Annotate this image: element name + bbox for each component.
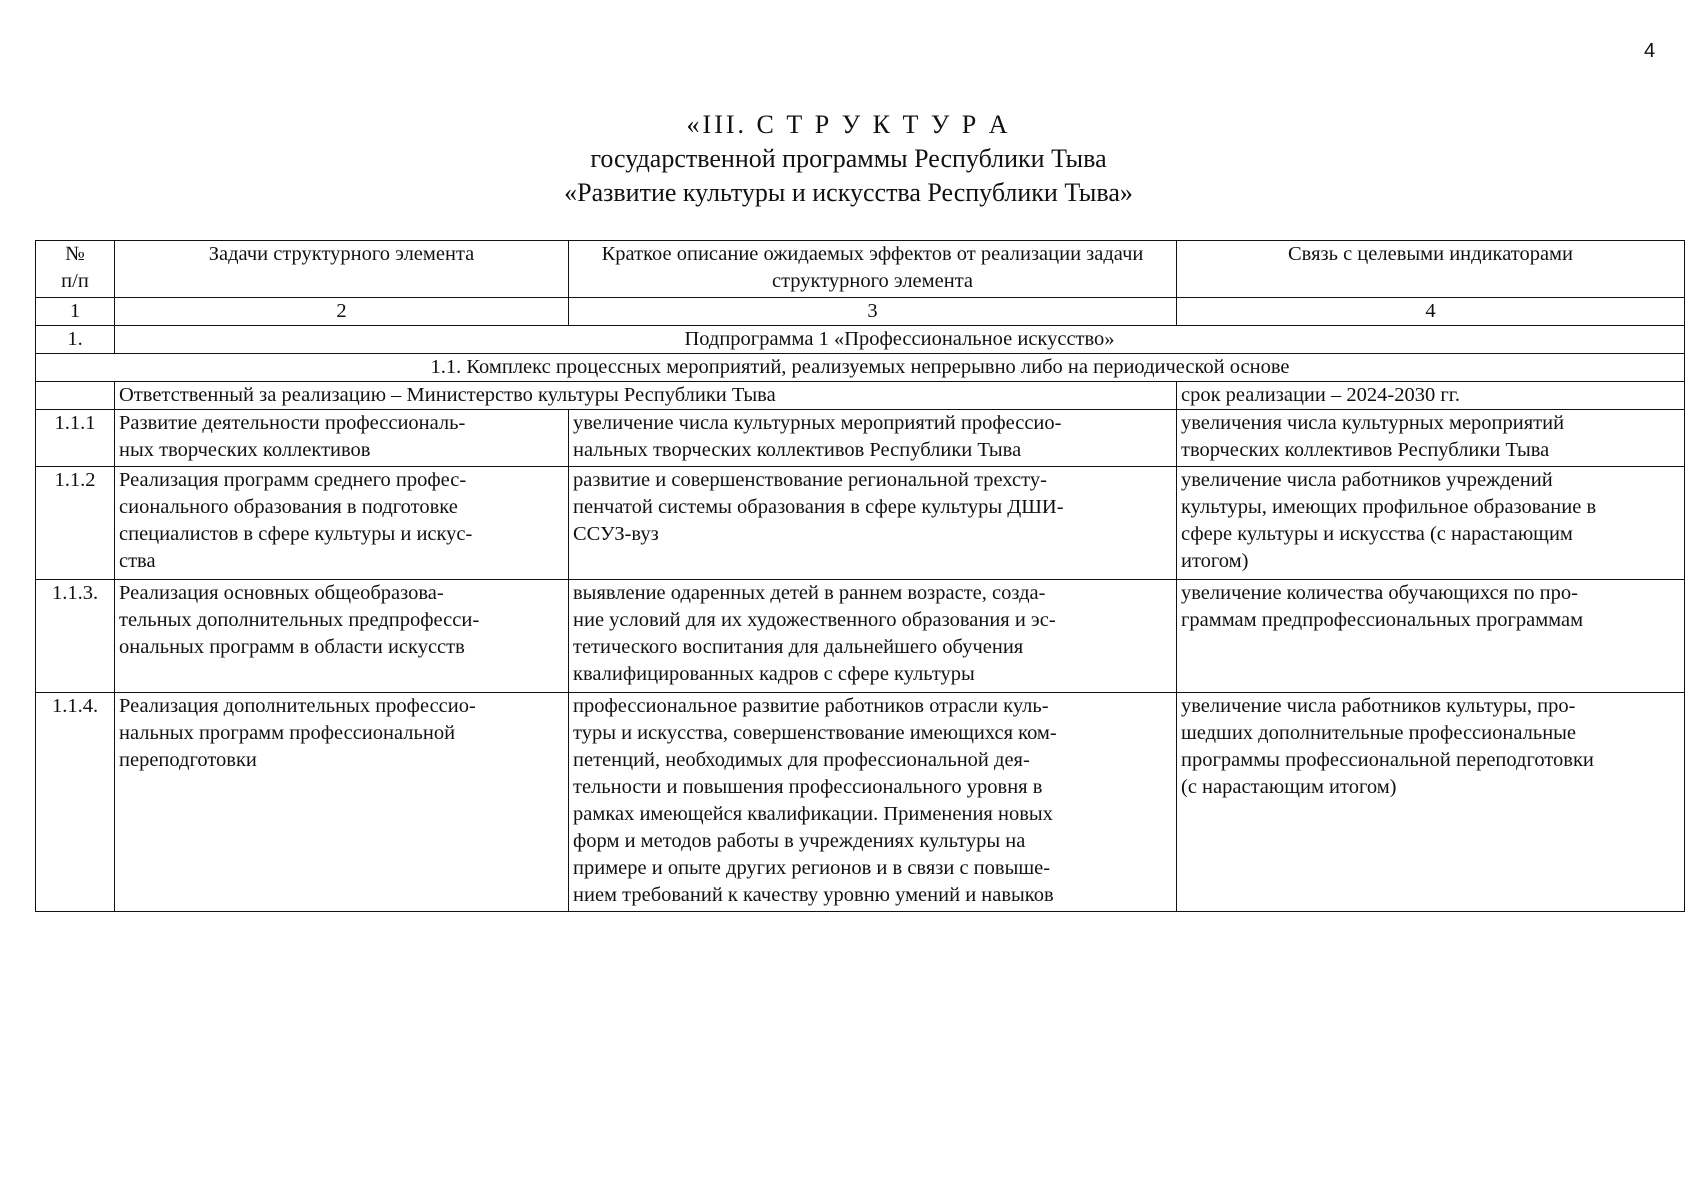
subprogram-row — [36, 326, 1685, 354]
complex-title: 1.1. Комплекс процессных мероприятий, реализуемых непрерывно либо на периодической основе — [36, 354, 1685, 382]
row-task: Реализация программ среднего профес- сионального образования в подготовке специалистов в сфере культуры и искус- ства — [115, 467, 569, 580]
row-effect: выявление одаренных детей в раннем возрасте, созда- ние условий для их художественного образования и эс- тетического воспитания для дальнейшего обучения квалифицированных кадров с сфере культуры — [569, 580, 1177, 693]
table-row — [36, 410, 1685, 467]
header-num: № п/п — [36, 241, 115, 298]
responsible-text: Ответственный за реализацию – Министерство культуры Республики Тыва — [115, 382, 1177, 410]
row-indicator: увеличение числа работников учреждений культуры, имеющих профильное образование в сфере культуры и искусства (с нарастающим итогом) — [1177, 467, 1685, 580]
title-line-1: «III. С Т Р У К Т У Р А — [686, 110, 1011, 139]
subprogram-title: Подпрограмма 1 «Профессиональное искусство» — [115, 326, 1685, 354]
header-effects: Краткое описание ожидаемых эффектов от реализации задачи структурного элемента — [569, 241, 1177, 298]
column-number-3: 3 — [569, 298, 1177, 326]
title-line-3: «Развитие культуры и искусства Республики Тыва» — [564, 178, 1133, 207]
row-effect: развитие и совершенствование региональной трехсту- пенчатой системы образования в сфере культуры ДШИ- ССУЗ-вуз — [569, 467, 1177, 580]
table-row — [36, 580, 1685, 693]
row-num: 1.1.1 — [36, 410, 115, 467]
responsible-row — [36, 382, 1685, 410]
row-indicator: увеличение числа работников культуры, про- шедших дополнительные профессиональные программы профессиональной переподготовки (с нарастающим итогом) — [1177, 693, 1685, 912]
row-num: 1.1.4. — [36, 693, 115, 912]
row-num: 1.1.2 — [36, 467, 115, 580]
document-title — [0, 108, 1697, 210]
column-number-1: 1 — [36, 298, 115, 326]
table-row — [36, 467, 1685, 580]
table-row — [36, 693, 1685, 912]
subprogram-num: 1. — [36, 326, 115, 354]
row-num: 1.1.3. — [36, 580, 115, 693]
row-task: Реализация основных общеобразова- тельных дополнительных предпрофесси- ональных программ в области искусств — [115, 580, 569, 693]
complex-row — [36, 354, 1685, 382]
header-tasks: Задачи структурного элемента — [115, 241, 569, 298]
responsible-num-empty — [36, 382, 115, 410]
table-header-row — [36, 241, 1685, 298]
row-task: Развитие деятельности профессиональ- ных творческих коллективов — [115, 410, 569, 467]
column-number-2: 2 — [115, 298, 569, 326]
row-indicator: увеличения числа культурных мероприятий творческих коллективов Республики Тыва — [1177, 410, 1685, 467]
row-effect: профессиональное развитие работников отрасли куль- туры и искусства, совершенствование имеющихся ком- петенций, необходимых для профессиональной дея- тельности и повышения профессионального уровня в рамках имеющейся квалификации. Применения новых форм и методов работы в учреждениях культуры на примере и опыте других регионов и в связи с повыше- нием требований к качеству уровню умений и навыков — [569, 693, 1177, 912]
term-text: срок реализации – 2024-2030 гг. — [1177, 382, 1685, 410]
page-number: 4 — [1644, 40, 1656, 62]
row-indicator: увеличение количества обучающихся по про- граммам предпрофессиональных программам — [1177, 580, 1685, 693]
column-number-4: 4 — [1177, 298, 1685, 326]
structure-table — [35, 240, 1685, 912]
row-task: Реализация дополнительных профессио- нальных программ профессиональной переподготовки — [115, 693, 569, 912]
row-effect: увеличение числа культурных мероприятий профессио- нальных творческих коллективов Республики Тыва — [569, 410, 1177, 467]
title-line-2: государственной программы Республики Тыва — [590, 144, 1107, 173]
header-indicators: Связь с целевыми индикаторами — [1177, 241, 1685, 298]
column-number-row — [36, 298, 1685, 326]
